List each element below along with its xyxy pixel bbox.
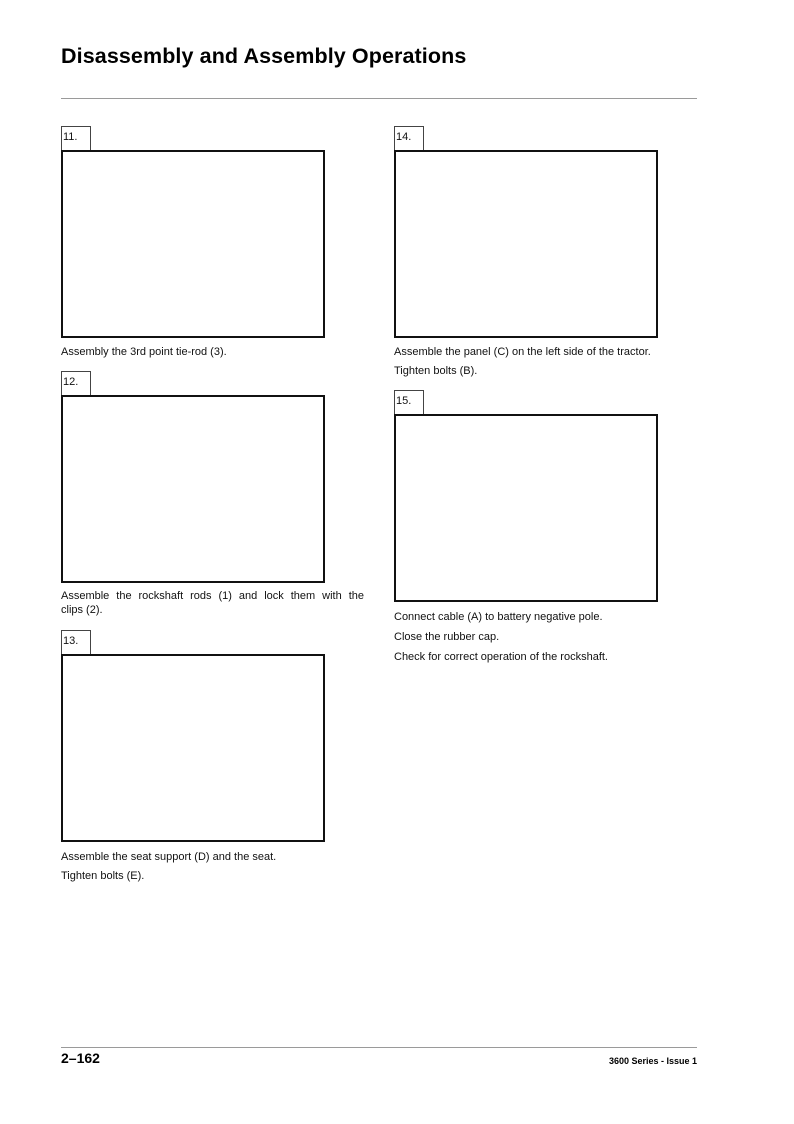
step-number-15: 15. <box>394 390 424 415</box>
series-label: 3600 Series - Issue 1 <box>608 1056 697 1066</box>
step-number-14: 14. <box>394 126 424 151</box>
page-number: 2–162 <box>61 1050 100 1066</box>
step-13-instruction: Assemble the seat support (D) and the seat. <box>61 851 277 863</box>
step-15-instruction: Close the rubber cap. <box>394 631 500 643</box>
page-title: Disassembly and Assembly Operations <box>61 44 467 68</box>
step-14-figure <box>394 150 658 338</box>
step-13-figure <box>61 654 325 842</box>
step-15-instruction: Connect cable (A) to battery negative pole. <box>394 611 603 623</box>
step-15-figure <box>394 414 658 602</box>
step-12-instruction-line-2: clips (2). <box>61 604 103 616</box>
step-12-figure <box>61 395 325 583</box>
step-14-instruction: Assemble the panel (C) on the left side of the tractor. <box>394 346 651 358</box>
step-13-instruction: Tighten bolts (E). <box>61 870 145 882</box>
step-14-instruction: Tighten bolts (B). <box>394 365 478 377</box>
step-number-12: 12. <box>61 371 91 396</box>
step-11-figure <box>61 150 325 338</box>
footer-rule <box>61 1047 697 1048</box>
step-15-instruction: Check for correct operation of the rockshaft. <box>394 651 608 663</box>
step-11-instruction: Assembly the 3rd point tie-rod (3). <box>61 346 227 358</box>
step-number-13: 13. <box>61 630 91 655</box>
step-12-instruction-line-1: Assemble the rockshaft rods (1) and lock them with the <box>61 590 364 602</box>
header-rule <box>61 98 697 99</box>
step-number-11: 11. <box>61 126 91 151</box>
